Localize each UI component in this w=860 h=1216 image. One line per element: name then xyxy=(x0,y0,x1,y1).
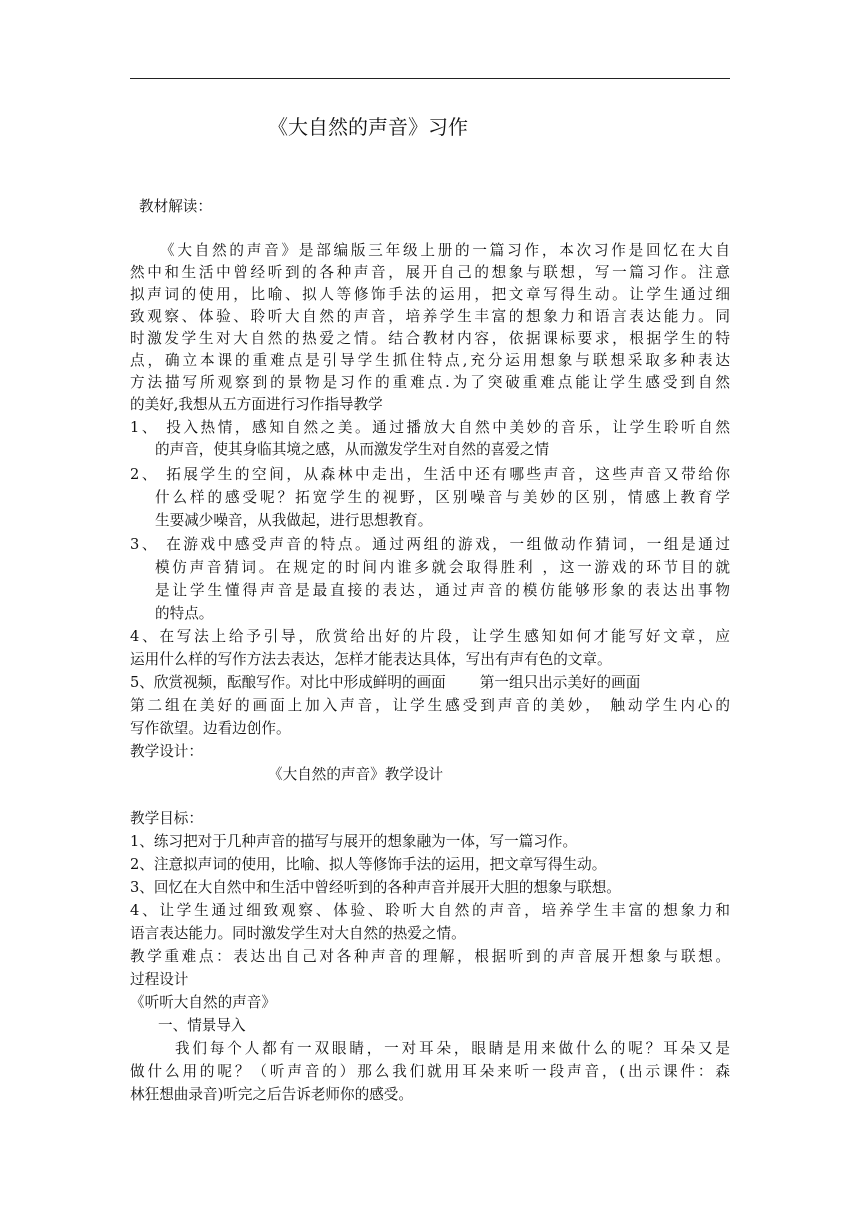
goal-1: 1、练习把对于几种声音的描写与展开的想象融为一体，写一篇习作。 xyxy=(130,833,578,850)
intro-line-1: 我们每个人都有一双眼睛，一对耳朵，眼睛是用来做什么的呢？耳朵又是 xyxy=(175,1040,730,1057)
para1-line-1: 《大自然的声音》是部编版三年级上册的一篇习作，本次习作是回忆在大自 xyxy=(160,242,730,259)
item1-line-1: 1、 投入热情，感知自然之美。通过播放大自然中美妙的音乐，让学生聆听自然 xyxy=(130,419,730,436)
item5-line-1 xyxy=(130,672,730,694)
lesson-title: 《听听大自然的声音》 xyxy=(130,994,276,1011)
para1-line-6: 点，确立本课的重难点是引导学生抓住特点,充分运用想象与联想采取多种表达 xyxy=(130,352,730,369)
item2-line-2: 什么样的感受呢？拓宽学生的视野，区别噪音与美妙的区别，情感上教育学 xyxy=(155,489,730,506)
item3-line-1: 3、 在游戏中感受声音的特点。通过两组的游戏，一组做动作猜词，一组是通过 xyxy=(130,536,730,553)
goals-label: 教学目标： xyxy=(130,810,203,827)
key-points: 教学重难点：表达出自己对各种声音的理解，根据听到的声音展开想象与联想。 xyxy=(130,948,730,965)
item3-line-2: 模仿声音猜词。在规定的时间内谁多就会取得胜利 ，这一游戏的环节目的就 xyxy=(155,559,730,576)
design-title: 《大自然的声音》教学设计 xyxy=(268,766,444,783)
item4-line-1: 4、在写法上给予引导，欣赏给出好的片段，让学生感知如何才能写好文章，应 xyxy=(130,628,730,645)
item5-part-b: 第一组只出示美好的画面 xyxy=(479,674,641,691)
para1-line-4: 致观察、体验、聆听大自然的声音，培养学生丰富的想象力和语言表达能力。同 xyxy=(130,308,730,325)
para1-line-2: 然中和生活中曾经听到的各种声音，展开自己的想象与联想，写一篇习作。注意 xyxy=(130,264,730,281)
item5-line-2: 第二组在美好的画面上加入声音，让学生感受到声音的美妙， 触动学生内心的 xyxy=(130,697,730,714)
para1-line-5: 时激发学生对大自然的热爱之情。结合教材内容，依据课标要求，根据学生的特 xyxy=(130,330,730,347)
goal-3: 3、回忆在大自然中和生活中曾经听到的各种声音并展开大胆的想象与联想。 xyxy=(130,879,621,896)
item5-line-3: 写作欲望。边看边创作。 xyxy=(130,720,291,737)
item4-line-2: 运用什么样的写作方法去表达，怎样才能表达具体，写出有声有色的文章。 xyxy=(130,651,612,668)
item3-line-4: 的特点。 xyxy=(155,605,214,622)
section-heading-design: 教学设计： xyxy=(130,743,203,760)
goal-4-line-2: 语言表达能力。同时激发学生对大自然的热爱之情。 xyxy=(130,925,466,942)
para1-line-3: 拟声词的使用，比喻、拟人等修饰手法的运用，把文章写得生动。让学生通过细 xyxy=(130,286,730,303)
header-rule xyxy=(130,78,730,79)
item3-line-3: 是让学生懂得声音是最直接的表达，通过声音的模仿能够形象的表达出事物 xyxy=(155,582,730,599)
goal-2: 2、注意拟声词的使用，比喻、拟人等修饰手法的运用，把文章写得生动。 xyxy=(130,856,607,873)
goal-4-line-1: 4、让学生通过细致观察、体验、聆听大自然的声音，培养学生丰富的想象力和 xyxy=(130,902,730,919)
process-heading: 过程设计 xyxy=(130,971,189,988)
intro-line-2: 做什么用的呢？（听声音的）那么我们就用耳朵来听一段声音，(出示课件：森 xyxy=(130,1063,730,1080)
intro-line-3: 林狂想曲录音)听完之后告诉老师你的感受。 xyxy=(130,1086,413,1103)
item2-line-1: 2、 拓展学生的空间，从森林中走出，生活中还有哪些声音，这些声音又带给你 xyxy=(130,466,730,483)
item5-part-a: 5、欣赏视频，酝酿写作。对比中形成鲜明的画面 xyxy=(130,674,446,691)
para1-line-8: 的美好,我想从五方面进行习作指导教学 xyxy=(130,396,383,413)
item2-line-3: 生要减少噪音，从我做起，进行思想教育。 xyxy=(155,512,433,529)
section-heading-reading: 教材解读： xyxy=(139,198,212,215)
document-title: 《大自然的声音》习作 xyxy=(268,115,468,139)
step-1-heading: 一、情景导入 xyxy=(158,1017,246,1034)
item1-line-2: 的声音，使其身临其境之感，从而激发学生对自然的喜爱之情 xyxy=(155,441,550,458)
para1-line-7: 方法描写所观察到的景物是习作的重难点.为了突破重难点能让学生感受到自然 xyxy=(130,374,730,391)
